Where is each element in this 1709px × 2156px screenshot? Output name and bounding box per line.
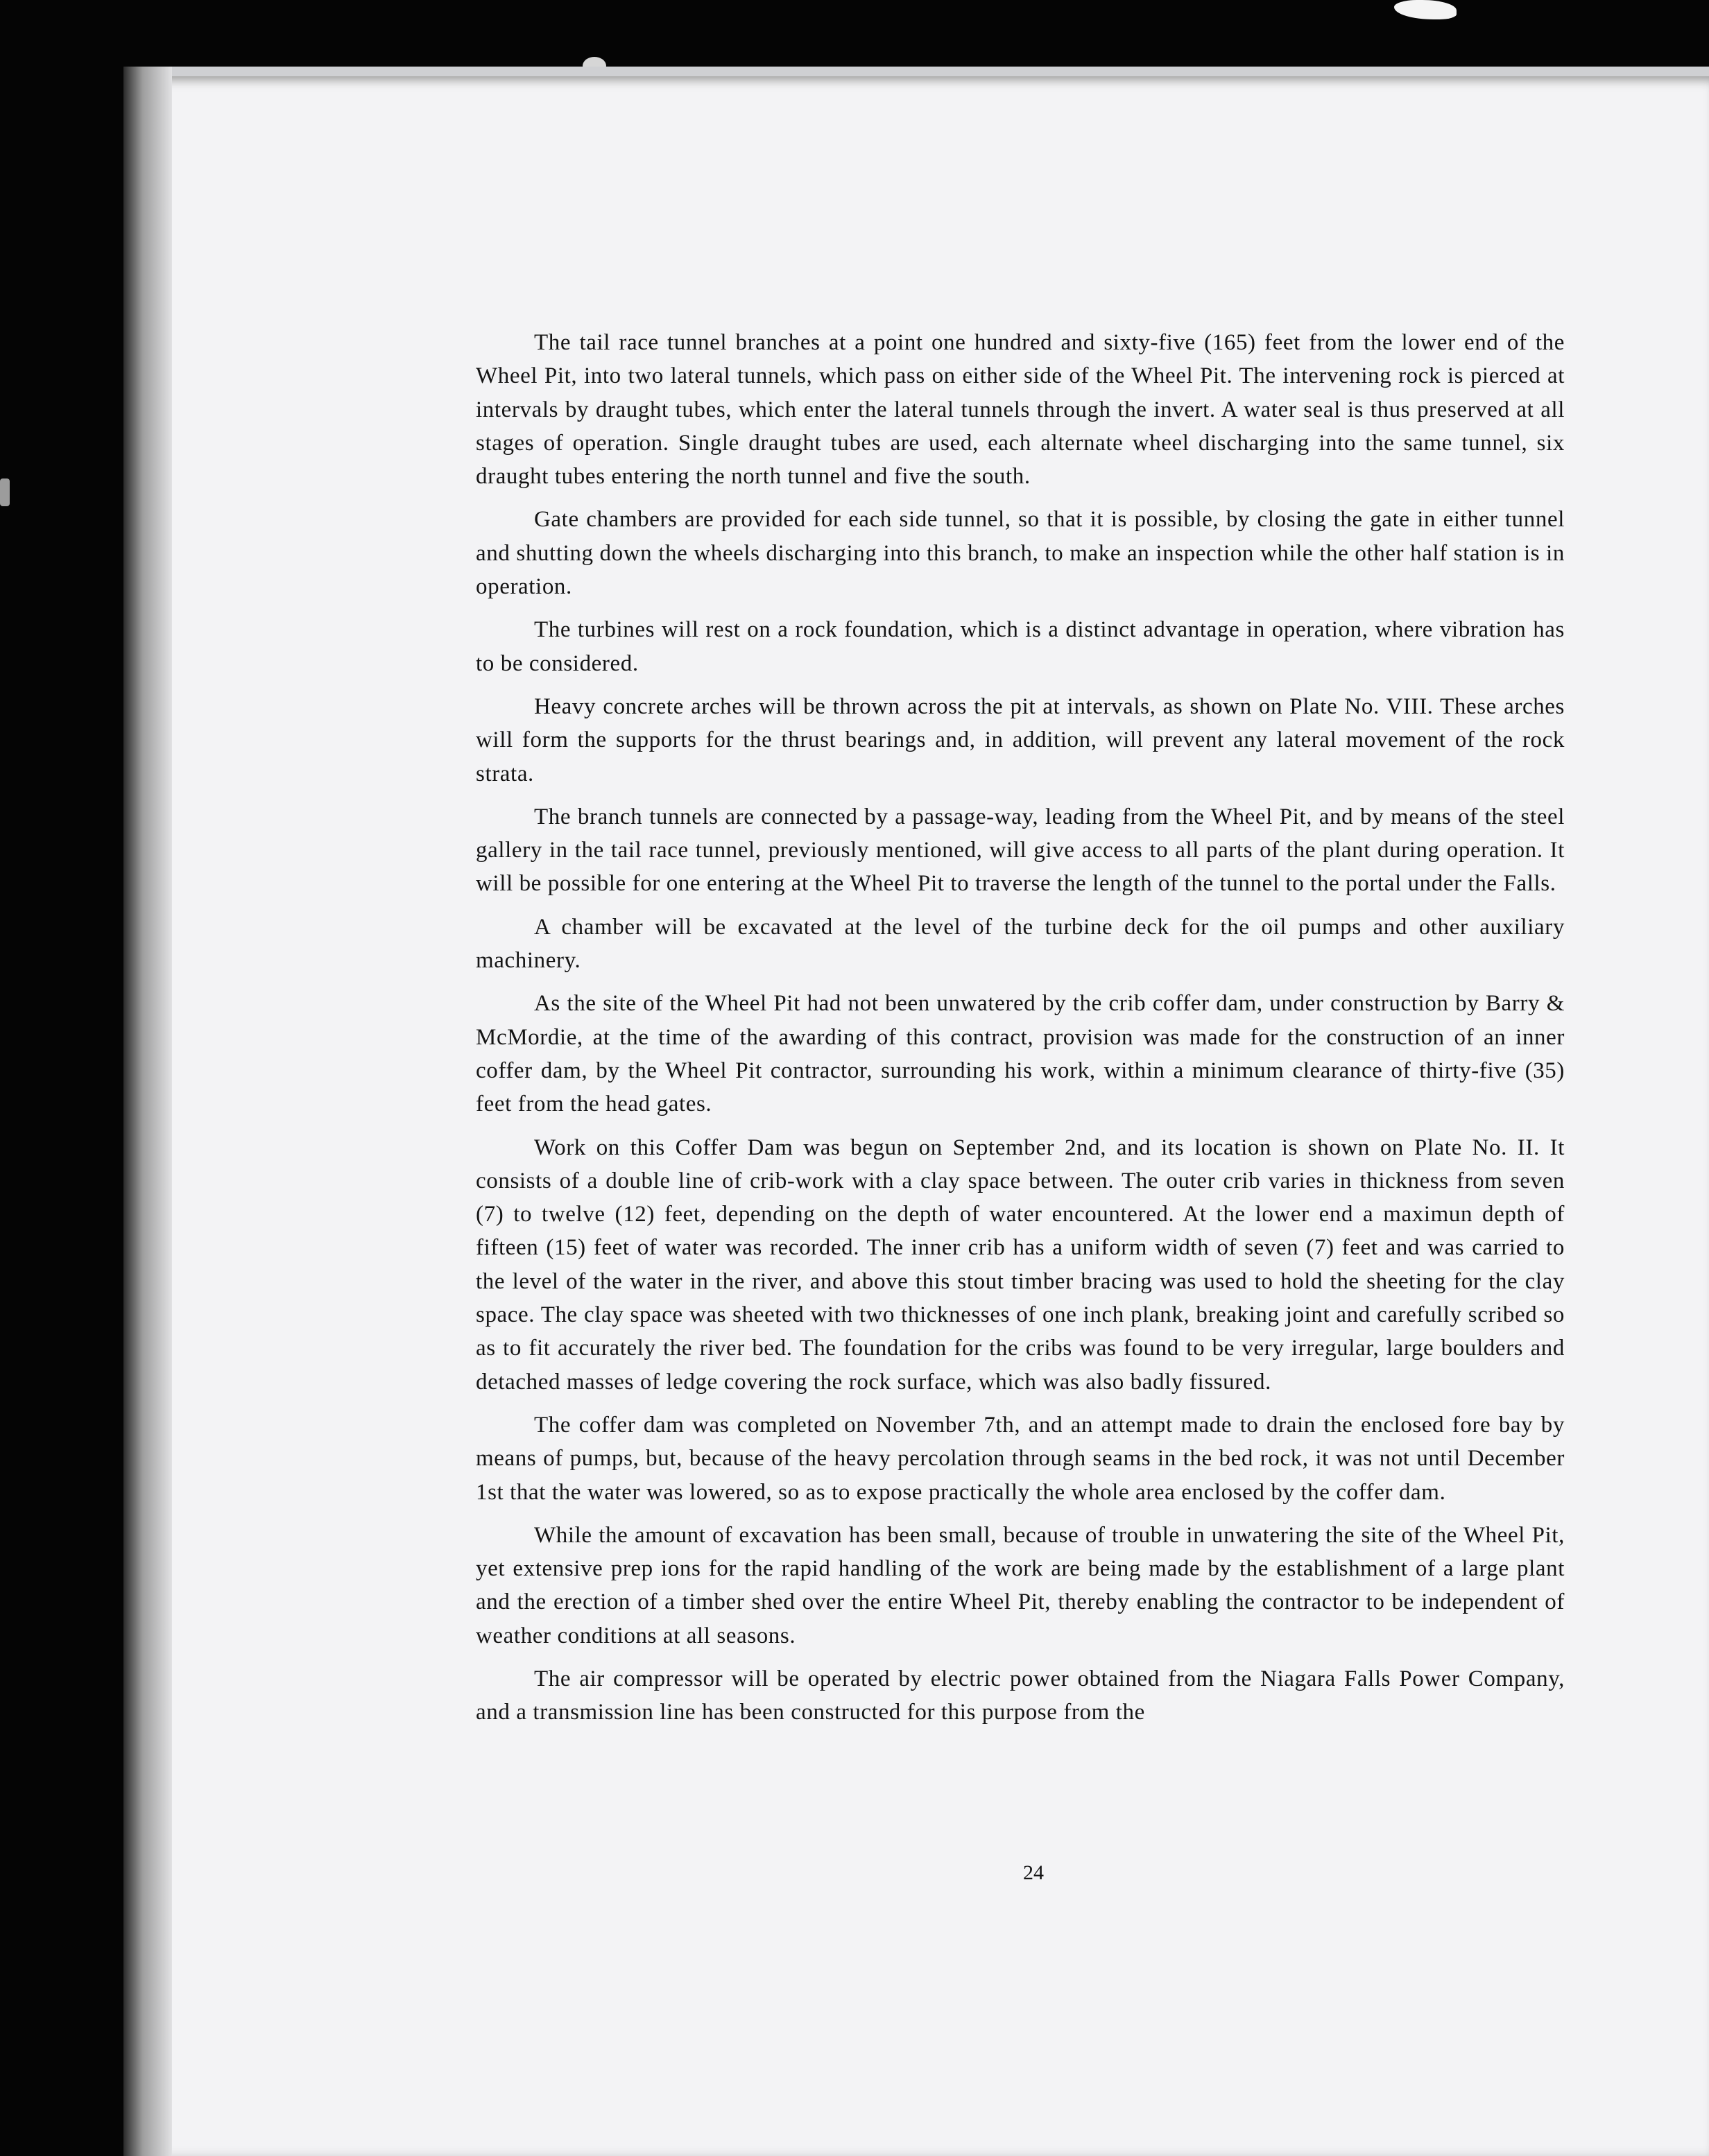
paragraph: While the amount of excavation has been small, because of trouble in unwatering the site of the Wheel Pit, yet extensive prep ions for the rapid handling of the work are being made by the establishment of a large plant and the erection of a timber shed over the entire Wheel Pit, thereby enabling the contractor to be independent of weather conditions at all seasons. — [476, 1522, 1565, 1648]
paragraph: The branch tunnels are connected by a passage-way, leading from the Wheel Pit, and by means of the steel gallery in the tail race tunnel, previously mentioned, will give access to all parts of the plant during operation. It will be possible for one entering at the Wheel Pit to traverse the length of the tunnel to the portal under the Falls. — [476, 804, 1565, 897]
paragraph: Work on this Coffer Dam was begun on September 2nd, and its location is shown on Plate No. II. It consists of a double line of crib-work with a clay space between. The outer crib varies in thickness from seven (7) to twelve (12) feet, depending on the depth of water encountered. At the lower end a maximun depth of fifteen (15) feet of water was recorded. The inner crib has a uniform width of seven (7) feet and was carried to the level of the water in the river, and above this stout timber bracing was used to hold the sheeting for the clay space. The clay space was sheeted with two thicknesses of one inch plank, breaking joint and carefully scribed so as to fit accurately the river bed. The foundation for the cribs was found to be very irregular, large boulders and detached masses of ledge covering the rock surface, which was also badly fissured. — [476, 1135, 1565, 1395]
paragraph: The coffer dam was completed on November 7th, and an attempt made to drain the enclosed fore bay by means of pumps, but, because of the heavy percolation through seams in the bed rock, it was not until December 1st that the water was lowered, so as to expose practically the whole area enclosed by the coffer dam. — [476, 1412, 1565, 1505]
paragraph: As the site of the Wheel Pit had not been unwatered by the crib coffer dam, under construction by Barry & McMordie, at the time of the awarding of this contract, provision was made for the construction of an inner coffer dam, by the Wheel Pit contractor, surrounding his work, within a minimum clearance of thirty-five (35) feet from the head gates. — [476, 991, 1565, 1117]
paragraph: The air compressor will be operated by electric power obtained from the Niagara Falls Power Company, and a transmission line has been constructed for this purpose from the — [476, 1666, 1565, 1725]
page-number: 24 — [1023, 1861, 1044, 1884]
paragraph: Heavy concrete arches will be thrown across the pit at intervals, as shown on Plate No. VIII. These arches will form the supports for the thrust bearings and, in addition, will prevent any lateral movement of the rock strata. — [476, 693, 1565, 786]
scan-artifact — [0, 478, 10, 506]
book-binding — [123, 67, 172, 2156]
body-text — [476, 326, 1565, 1739]
paragraph: A chamber will be excavated at the level of the turbine deck for the oil pumps and other auxiliary machinery. — [476, 914, 1565, 974]
paragraph: Gate chambers are provided for each side tunnel, so that it is possible, by closing the gate in either tunnel and shutting down the wheels discharging into this branch, to make an inspection while the other half station is in operation. — [476, 507, 1565, 600]
paragraph: The turbines will rest on a rock foundation, which is a distinct advantage in operation, where vibration has to be considered. — [476, 617, 1565, 676]
paragraph: The tail race tunnel branches at a point one hundred and sixty-five (165) feet from the lower end of the Wheel Pit, into two lateral tunnels, which pass on either side of the Wheel Pit. The intervening rock is pierced at intervals by draught tubes, which enter the lateral tunnels through the invert. A water seal is thus preserved at all stages of operation. Single draught tubes are used, each alternate wheel discharging into the same tunnel, six draught tubes entering the north tunnel and five the south. — [476, 330, 1565, 490]
